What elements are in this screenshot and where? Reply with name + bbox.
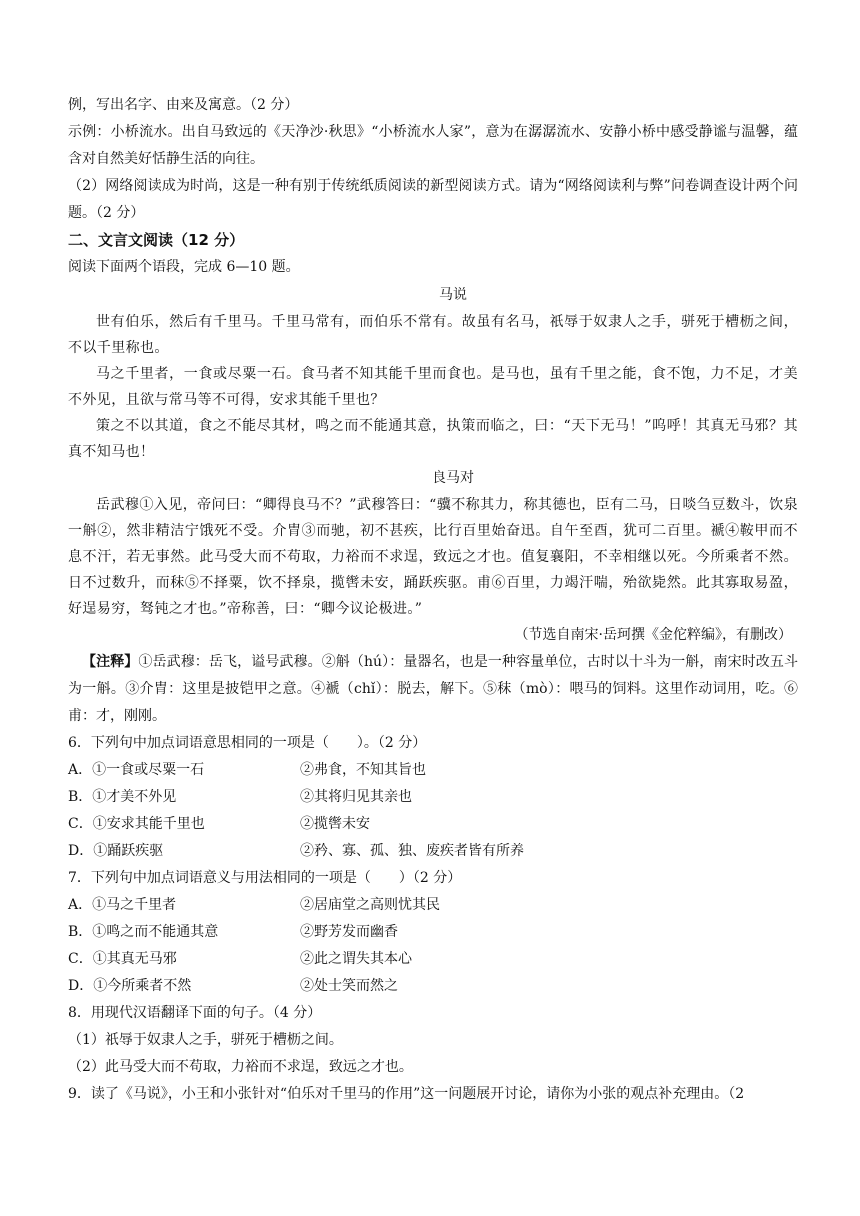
annotation-label: 【注释】: [82, 653, 139, 670]
q8-sentence-1: （1）祇辱于奴隶人之手，骈死于槽枥之间。: [68, 1031, 343, 1048]
annotation-text: ①岳武穆：岳飞，谥号武穆。②斛（hú）：量器名，也是一种容量单位，古时以十斗为一斛，南宋时改五斗为一斛。③介胄：这里是披铠甲之意。④褫（chǐ）：脱去，解下。⑤秣（mò）：喂马的饲料。这里作动词用，吃。⑥甫：才，刚刚。: [68, 653, 799, 724]
section-2-heading: 二、文言文阅读（12 分）: [68, 231, 245, 250]
passage-2-source: （节选自南宋·岳珂撰《金佗粹编》，有删改）: [514, 626, 792, 643]
q8-sentence-2: （2）此马受大而不苟取，力裕而不求逞，致远之才也。: [68, 1058, 413, 1075]
passage-2-title: 良马对: [432, 469, 474, 486]
passage-2-paragraph: 岳武穆①入见，帝问曰：“卿得良马不？”武穆答曰：“骥不称其力，称其德也，臣有二马，日啖刍豆数斗，饮泉一斛②，然非精洁宁饿死不受。介胄③而驰，初不甚疾，比行百里始奋迅。自午至酉，犹可二百里。褫④鞍甲而不息不汗，若无事然。此马受大而不苟取，力裕而不求逞，致远之才也。值复襄阳，不幸相继以死。今所乘者不然。日不过数升，而秣⑤不择粟，饮不择泉，揽辔未安，踊跃疾驱。甫⑥百里，力竭汗喘，殆欲毙然。此其寡取易盈，好逞易穷，驽钝之才也。”帝称善，曰：“卿今议论极进。”: [68, 496, 798, 617]
exam-page: [68, 92, 798, 1108]
passage-1-title: 马说: [439, 286, 467, 303]
q6-option-b: B．①才美不外见 ②其将归见其亲也: [68, 788, 412, 805]
q5-line-1: 例，写出名字、由来及寓意。（2 分）: [68, 97, 299, 113]
q7-option-c: C．①其真无马邪 ②此之谓失其本心: [68, 950, 412, 967]
passage-1-paragraph: 策之不以其道，食之不能尽其材，鸣之而不能通其意，执策而临之，曰：“天下无马！”呜呼！其真无马邪？其真不知马也！: [68, 417, 798, 460]
passage-1-paragraph: 马之千里者，一食或尽粟一石。食马者不知其能千里而食也。是马也，虽有千里之能，食不饱，力不足，才美不外见，且欲与常马等不可得，安求其能千里也？: [68, 365, 798, 408]
q7-option-b: B．①鸣之而不能通其意 ②野芳发而幽香: [68, 923, 398, 940]
q6-option-a: A．①一食或尽粟一石 ②弗食，不知其旨也: [68, 761, 426, 778]
q5-example: 示例：小桥流水。出自马致远的《天净沙·秋思》“小桥流水人家”，意为在潺潺流水、安静小桥中感受静谧与温馨，蕴含对自然美好恬静生活的向往。: [68, 124, 798, 168]
q6-option-d: D．①踊跃疾驱 ②矜、寡、孤、独、废疾者皆有所养: [68, 842, 524, 859]
passage-1-paragraph: 世有伯乐，然后有千里马。千里马常有，而伯乐不常有。故虽有名马，祇辱于奴隶人之手，骈死于槽枥之间，不以千里称也。: [68, 313, 798, 356]
q7-stem: 7．下列句中加点词语意义与用法相同的一项是（ ）（2 分）: [68, 869, 462, 886]
q6-option-c: C．①安求其能千里也 ②揽辔未安: [68, 815, 370, 832]
annotation-block: [68, 649, 798, 730]
q6-stem: 6．下列句中加点词语意思相同的一项是（ ）。（2 分）: [68, 734, 427, 751]
section-2-instruction: 阅读下面两个语段，完成 6—10 题。: [68, 259, 300, 276]
q8-stem: 8．用现代汉语翻译下面的句子。（4 分）: [68, 1004, 322, 1021]
q9-stem: 9．读了《马说》，小王和小张针对“伯乐对千里马的作用”这一问题展开讨论，请你为小张的观点补充理由。（2: [68, 1086, 745, 1103]
q7-option-a: A．①马之千里者 ②居庙堂之高则忧其民: [68, 896, 440, 913]
q7-option-d: D．①今所乘者不然 ②处士笑而然之: [68, 977, 398, 994]
q5-part-2: （2）网络阅读成为时尚，这是一种有别于传统纸质阅读的新型阅读方式。请为“网络阅读利与弊”问卷调查设计两个问题。（2 分）: [68, 178, 798, 222]
